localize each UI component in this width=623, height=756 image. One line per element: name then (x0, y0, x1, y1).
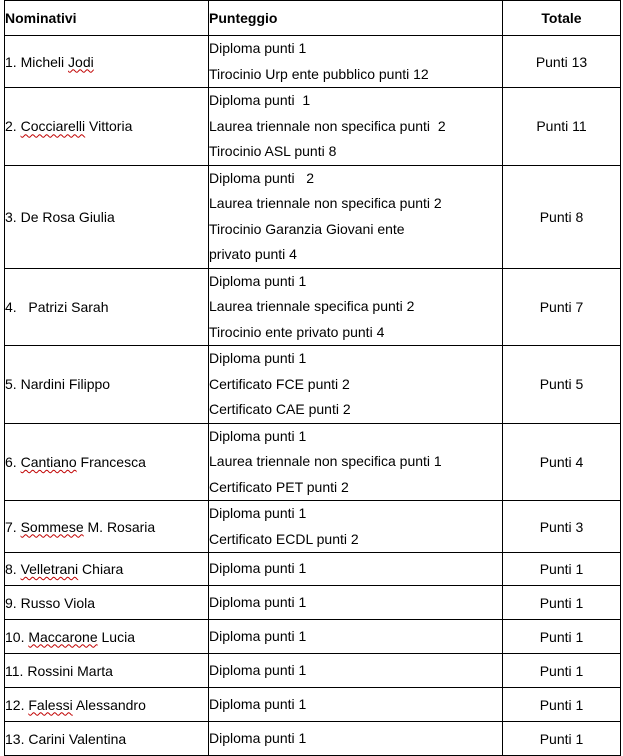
candidate-name-cell (5, 654, 209, 688)
candidate-name-part: Chiara (78, 561, 124, 577)
table-row (5, 553, 621, 586)
candidate-name-part: Russo Viola (20, 594, 96, 611)
candidate-name-part: Rossini Marta (27, 662, 113, 679)
score-line: Diploma punti 1 (209, 272, 307, 289)
total-points-cell: Punti 5 (503, 346, 621, 424)
score-details-cell (209, 36, 503, 88)
score-line: Diploma punti 2 (209, 169, 315, 186)
candidate-name-cell (5, 501, 209, 553)
table-row (5, 268, 621, 346)
total-points-cell: Punti 1 (503, 620, 621, 654)
table-row (5, 165, 621, 268)
rank-number: 9. (5, 594, 17, 611)
rank-number: 8. (5, 561, 17, 577)
score-details-cell (209, 346, 503, 424)
table-row (5, 654, 621, 688)
score-line: Laurea triennale non specifica punti 2 (209, 195, 442, 211)
score-line: Certificato PET punti 2 (209, 478, 349, 495)
score-line: Laurea triennale specifica punti 2 (209, 298, 415, 314)
score-details-cell (209, 88, 503, 166)
table-row (5, 346, 621, 424)
rank-number: 11. (5, 662, 24, 679)
column-header-nominativi: Nominativi (5, 1, 209, 36)
candidate-name-cell (5, 423, 209, 501)
table-header-row (5, 1, 621, 36)
table-row (5, 586, 621, 620)
table-row (5, 620, 621, 654)
candidate-name-part-spellcheck: Jodi (68, 53, 94, 70)
rank-number: 4. (5, 298, 17, 315)
ranking-table (4, 0, 621, 756)
rank-number: 13. (5, 730, 25, 747)
candidate-name-part: Carini Valentina (28, 730, 127, 747)
score-details-cell (209, 553, 503, 586)
candidate-name-part: Vittoria (85, 118, 133, 135)
candidate-name-part: Micheli (20, 53, 69, 70)
candidate-name-part: De Rosa Giulia (20, 208, 115, 225)
candidate-name-part: M. Rosaria (83, 518, 156, 535)
score-details-cell (209, 654, 503, 688)
score-line: Certificato FCE punti 2 (209, 375, 350, 392)
score-details-cell (209, 268, 503, 346)
candidate-name-part: Alessandro (72, 696, 146, 713)
score-details-cell (209, 688, 503, 722)
score-line: Tirocinio Garanzia Giovani ente (209, 220, 405, 237)
total-points-cell: Punti 8 (503, 165, 621, 268)
score-line: Diploma punti 1 (209, 92, 311, 108)
candidate-name-cell (5, 553, 209, 586)
rank-number: 1. (5, 53, 17, 70)
score-line: Diploma punti 1 (209, 560, 307, 577)
table-row (5, 423, 621, 501)
table-row (5, 36, 621, 88)
score-details-cell (209, 722, 503, 756)
candidate-name-cell (5, 688, 209, 722)
candidate-name-cell (5, 88, 209, 166)
total-points-cell: Punti 1 (503, 586, 621, 620)
table-row (5, 722, 621, 756)
score-line: Diploma punti 1 (209, 427, 307, 444)
score-line: Diploma punti 1 (209, 40, 307, 56)
score-line: Diploma punti 1 (209, 350, 307, 366)
rank-number: 12. (5, 696, 25, 713)
total-points-cell: Punti 3 (503, 501, 621, 553)
candidate-name-part-spellcheck: Cantiano (20, 453, 77, 470)
score-line: Tirocinio ASL punti 8 (209, 143, 337, 159)
score-line: Diploma punti 1 (209, 627, 307, 644)
total-points-cell: Punti 1 (503, 654, 621, 688)
score-line: Diploma punti 1 (209, 505, 307, 521)
column-header-punteggio: Punteggio (209, 1, 503, 36)
score-line: Laurea triennale non specifica punti 2 (209, 117, 446, 134)
score-details-cell (209, 423, 503, 501)
candidate-name-part: Nardini Filippo (20, 376, 111, 393)
candidate-name-cell (5, 36, 209, 88)
candidate-name-cell (5, 586, 209, 620)
rank-number: 6. (5, 453, 17, 470)
table-row (5, 688, 621, 722)
candidate-name-part-spellcheck: Sommese (20, 518, 84, 535)
total-points-cell: Punti 7 (503, 268, 621, 346)
score-line: Certificato CAE punti 2 (209, 401, 351, 417)
score-details-cell (209, 165, 503, 268)
score-line: Laurea triennale non specifica punti 1 (209, 453, 442, 469)
candidate-name-part: Patrizi Sarah (20, 298, 109, 315)
score-line: Diploma punti 1 (209, 695, 307, 712)
candidate-name-cell (5, 722, 209, 756)
rank-number: 2. (5, 118, 17, 135)
total-points-cell: Punti 1 (503, 688, 621, 722)
candidate-name-part: Francesca (76, 453, 146, 470)
candidate-name-cell (5, 346, 209, 424)
candidate-name-part-spellcheck: Maccarone (28, 628, 98, 645)
table-row (5, 88, 621, 166)
candidate-name-part-spellcheck: Falessi (28, 696, 73, 713)
candidate-name-cell (5, 620, 209, 654)
score-details-cell (209, 620, 503, 654)
total-points-cell: Punti 11 (503, 88, 621, 166)
rank-number: 10. (5, 628, 25, 645)
score-line: Certificato ECDL punti 2 (209, 530, 359, 547)
total-points-cell: Punti 1 (503, 722, 621, 756)
table-body (5, 36, 621, 756)
candidate-name-cell (5, 268, 209, 346)
score-details-cell (209, 501, 503, 553)
candidate-name-part-spellcheck: Cocciarelli (20, 118, 86, 135)
table-row (5, 501, 621, 553)
column-header-totale: Totale (503, 1, 621, 36)
total-points-cell: Punti 4 (503, 423, 621, 501)
total-points-cell: Punti 13 (503, 36, 621, 88)
score-line: Tirocinio Urp ente pubblico punti 12 (209, 65, 429, 82)
score-line: Diploma punti 1 (209, 661, 307, 678)
candidate-name-part-spellcheck: Velletrani (20, 561, 79, 577)
candidate-name-cell (5, 165, 209, 268)
score-line: privato punti 4 (209, 246, 297, 262)
rank-number: 5. (5, 376, 17, 393)
score-details-cell (209, 586, 503, 620)
score-line: Diploma punti 1 (209, 729, 307, 746)
score-line: Tirocinio ente privato punti 4 (209, 323, 385, 340)
rank-number: 3. (5, 208, 17, 225)
candidate-name-part: Lucia (97, 628, 135, 645)
total-points-cell: Punti 1 (503, 553, 621, 586)
score-line: Diploma punti 1 (209, 593, 307, 610)
rank-number: 7. (5, 518, 17, 535)
